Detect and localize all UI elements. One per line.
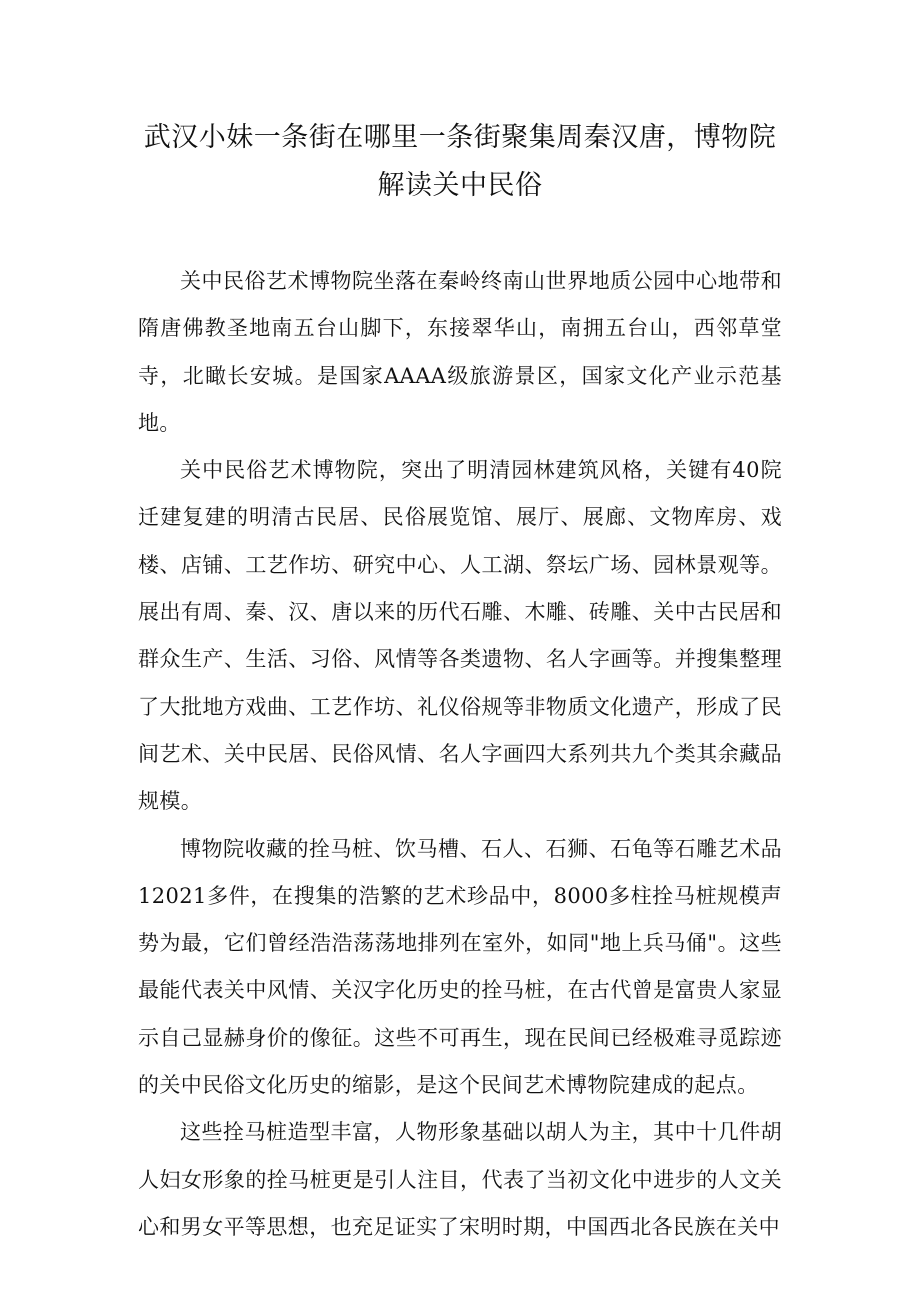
document-title [138, 114, 782, 210]
paragraph-hitching-posts: 这些拴马桩造型丰富，人物形象基础以胡人为主，其中十几件胡人妇女形象的拴马桩更是引人注目，代表了当初文化中进步的人文关心和男女平等思想，也充足证实了宋明时期，中国西北各民族在关中 [138, 1120, 782, 1239]
document-body [138, 258, 782, 1251]
paragraph-location: 关中民俗艺术博物院坐落在秦岭终南山世界地质公园中心地带和隋唐佛教圣地南五台山脚下，东接翠华山，南拥五台山，西邻草堂寺，北瞰长安城。是国家AAAA级旅游景区，国家文化产业示范基地。 [138, 269, 782, 435]
paragraph-collection: 博物院收藏的拴马桩、饮马槽、石人、石狮、石龟等石雕艺术品12021多件，在搜集的浩繁的艺术珍品中，8000多柱拴马桩规模声势为最，它们曾经浩浩荡荡地排列在室外，如同"地上兵马俑"。这些最能代表关中风情、关汉字化历史的拴马桩，在古代曾是富贵人家显示自己显赫身价的像征。这些不可再生，现在民间已经极难寻觅踪迹的关中民俗文化历史的缩影，是这个民间艺术博物院建成的起点。 [138, 836, 782, 1098]
paragraph-architecture: 关中民俗艺术博物院，突出了明清园林建筑风格，关键有40院迁建复建的明清古民居、民俗展览馆、展厅、展廊、文物库房、戏楼、店铺、工艺作坊、研究中心、人工湖、祭坛广场、园林景观等。展出有周、秦、汉、唐以来的历代石雕、木雕、砖雕、关中古民居和群众生产、生活、习俗、风情等各类遗物、名人字画等。并搜集整理了大批地方戏曲、工艺作坊、礼仪俗规等非物质文化遗产，形成了民间艺术、关中民居、民俗风情、名人字画四大系列共九个类其余藏品规模。 [138, 458, 782, 814]
title-line-1: 武汉小妹一条街在哪里一条街聚集周秦汉唐，博物院 [143, 122, 777, 153]
title-line-2: 解读关中民俗 [377, 170, 543, 201]
